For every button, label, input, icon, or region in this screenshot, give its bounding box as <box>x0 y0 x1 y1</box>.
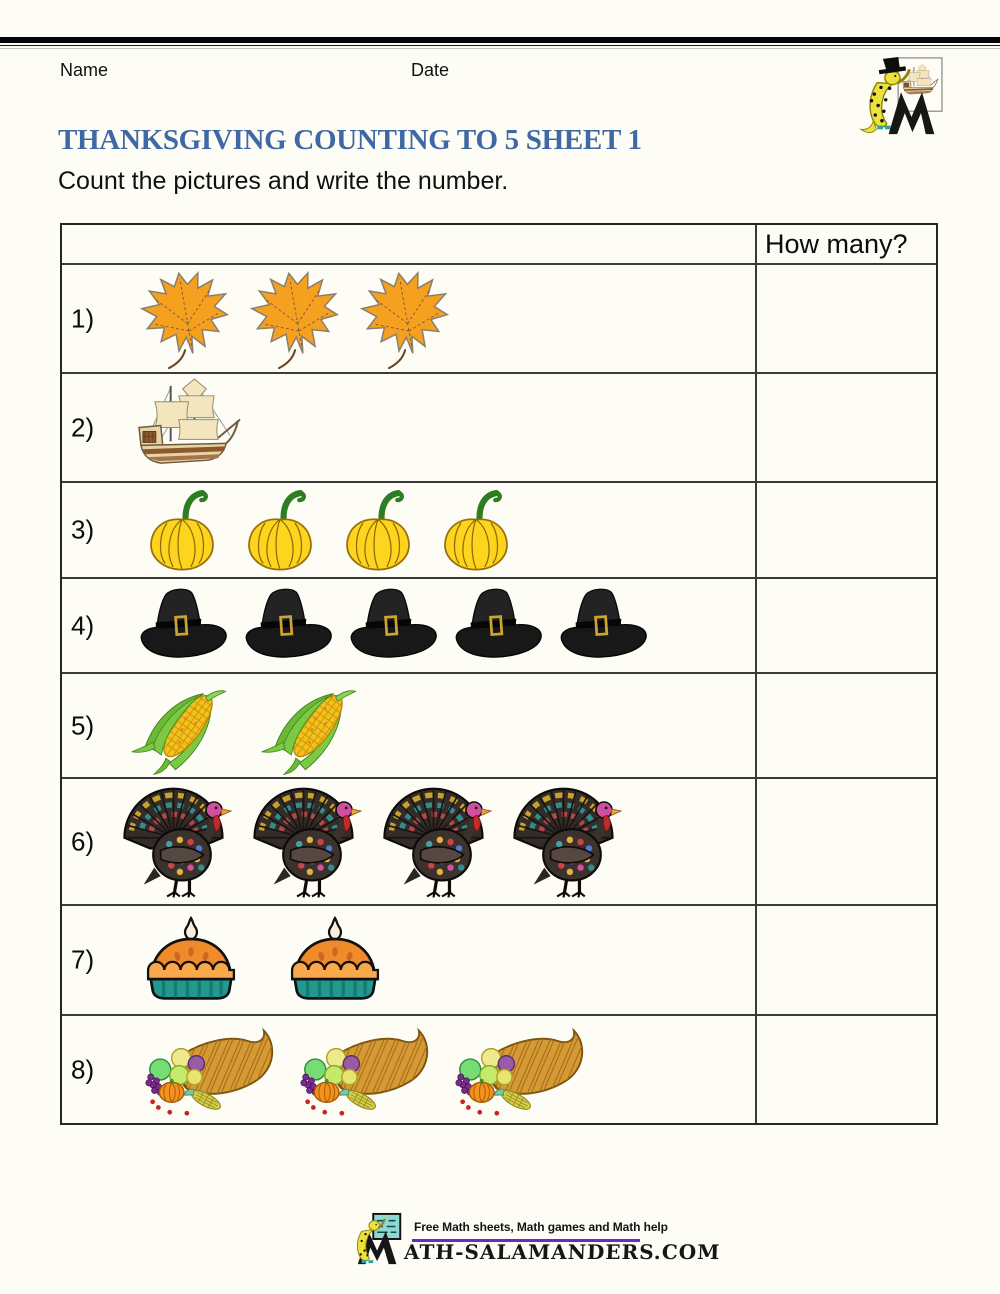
top-border-rule <box>0 37 1000 49</box>
pictures-cell <box>62 483 757 577</box>
pictures-cell <box>62 1016 757 1123</box>
row-label: 5) <box>71 710 95 740</box>
table-row <box>62 577 936 672</box>
pictures-cell <box>62 779 757 904</box>
corn-icon <box>268 676 368 776</box>
pilgrim-hat-icon <box>132 584 234 668</box>
row-label: 7) <box>71 944 95 975</box>
how-many-header: How many? <box>765 228 908 259</box>
answer-cell[interactable] <box>757 674 936 777</box>
row-pictures <box>132 584 654 668</box>
table-row <box>62 481 936 577</box>
worksheet-table <box>60 223 938 1125</box>
cornucopia-icon <box>283 1022 433 1117</box>
maple-leaf-icon <box>136 269 236 369</box>
date-label: Date <box>411 60 450 80</box>
turkey-icon <box>508 782 636 902</box>
pilgrim-hat-icon <box>237 584 339 668</box>
table-row <box>62 672 936 777</box>
cornucopia-icon <box>128 1022 278 1117</box>
footer-tagline: Free Math sheets, Math games and Math help <box>414 1220 668 1234</box>
pie-icon <box>276 918 394 1002</box>
answer-cell[interactable] <box>757 906 936 1014</box>
table-row <box>62 777 936 904</box>
pumpkin-icon <box>332 486 424 574</box>
answer-cell[interactable] <box>757 579 936 672</box>
turkey-icon <box>378 782 506 902</box>
pumpkin-icon <box>430 486 522 574</box>
instructions: Count the pictures and write the number. <box>58 167 509 195</box>
pie-icon <box>132 918 250 1002</box>
footer-salamander-head <box>369 1221 380 1231</box>
site-logo <box>858 56 944 136</box>
pilgrim-hat-icon <box>342 584 444 668</box>
footer-logo <box>352 1212 408 1266</box>
row-pictures <box>118 782 636 902</box>
table-row <box>62 372 936 481</box>
name-label: Name <box>60 60 109 80</box>
row-label: 2) <box>71 412 95 442</box>
turkey-icon <box>118 782 246 902</box>
pumpkin-icon <box>136 486 228 574</box>
answer-cell[interactable] <box>757 1016 936 1123</box>
pilgrim-hat-icon <box>447 584 549 668</box>
table-row <box>62 904 936 1014</box>
table-body <box>62 263 936 1123</box>
salamander-head <box>885 71 900 84</box>
row-label: 6) <box>71 826 95 856</box>
row-label: 1) <box>71 303 95 333</box>
turkey-icon <box>248 782 376 902</box>
pictures-cell <box>62 674 757 777</box>
row-pictures <box>136 486 522 574</box>
row-label: 3) <box>71 514 95 545</box>
row-pictures <box>136 269 456 369</box>
pilgrim-hat-icon <box>552 584 654 668</box>
header-empty-cell <box>62 225 757 263</box>
answer-cell[interactable] <box>757 779 936 904</box>
pumpkin-icon <box>234 486 326 574</box>
answer-cell[interactable] <box>757 374 936 481</box>
table-row <box>62 1014 936 1123</box>
table-header-row <box>62 225 936 263</box>
page-title: THANKSGIVING COUNTING TO 5 SHEET 1 <box>58 124 642 156</box>
pictures-cell <box>62 374 757 481</box>
cornucopia-icon <box>438 1022 588 1117</box>
footer-site-text: ATH-SALAMANDERS.COM <box>403 1240 721 1264</box>
row-pictures <box>128 376 248 480</box>
maple-leaf-icon <box>356 269 456 369</box>
answer-cell[interactable] <box>757 265 936 372</box>
row-label: 8) <box>71 1054 95 1084</box>
table-row <box>62 263 936 372</box>
maple-leaf-icon <box>246 269 346 369</box>
corn-icon <box>138 676 238 776</box>
answer-cell[interactable] <box>757 483 936 577</box>
pictures-cell <box>62 579 757 672</box>
row-label: 4) <box>71 610 95 640</box>
row-pictures <box>128 1022 588 1117</box>
row-pictures <box>132 918 394 1002</box>
pictures-cell <box>62 265 757 372</box>
pictures-cell <box>62 906 757 1014</box>
row-pictures <box>138 676 368 776</box>
mayflower-ship-icon <box>128 376 248 480</box>
